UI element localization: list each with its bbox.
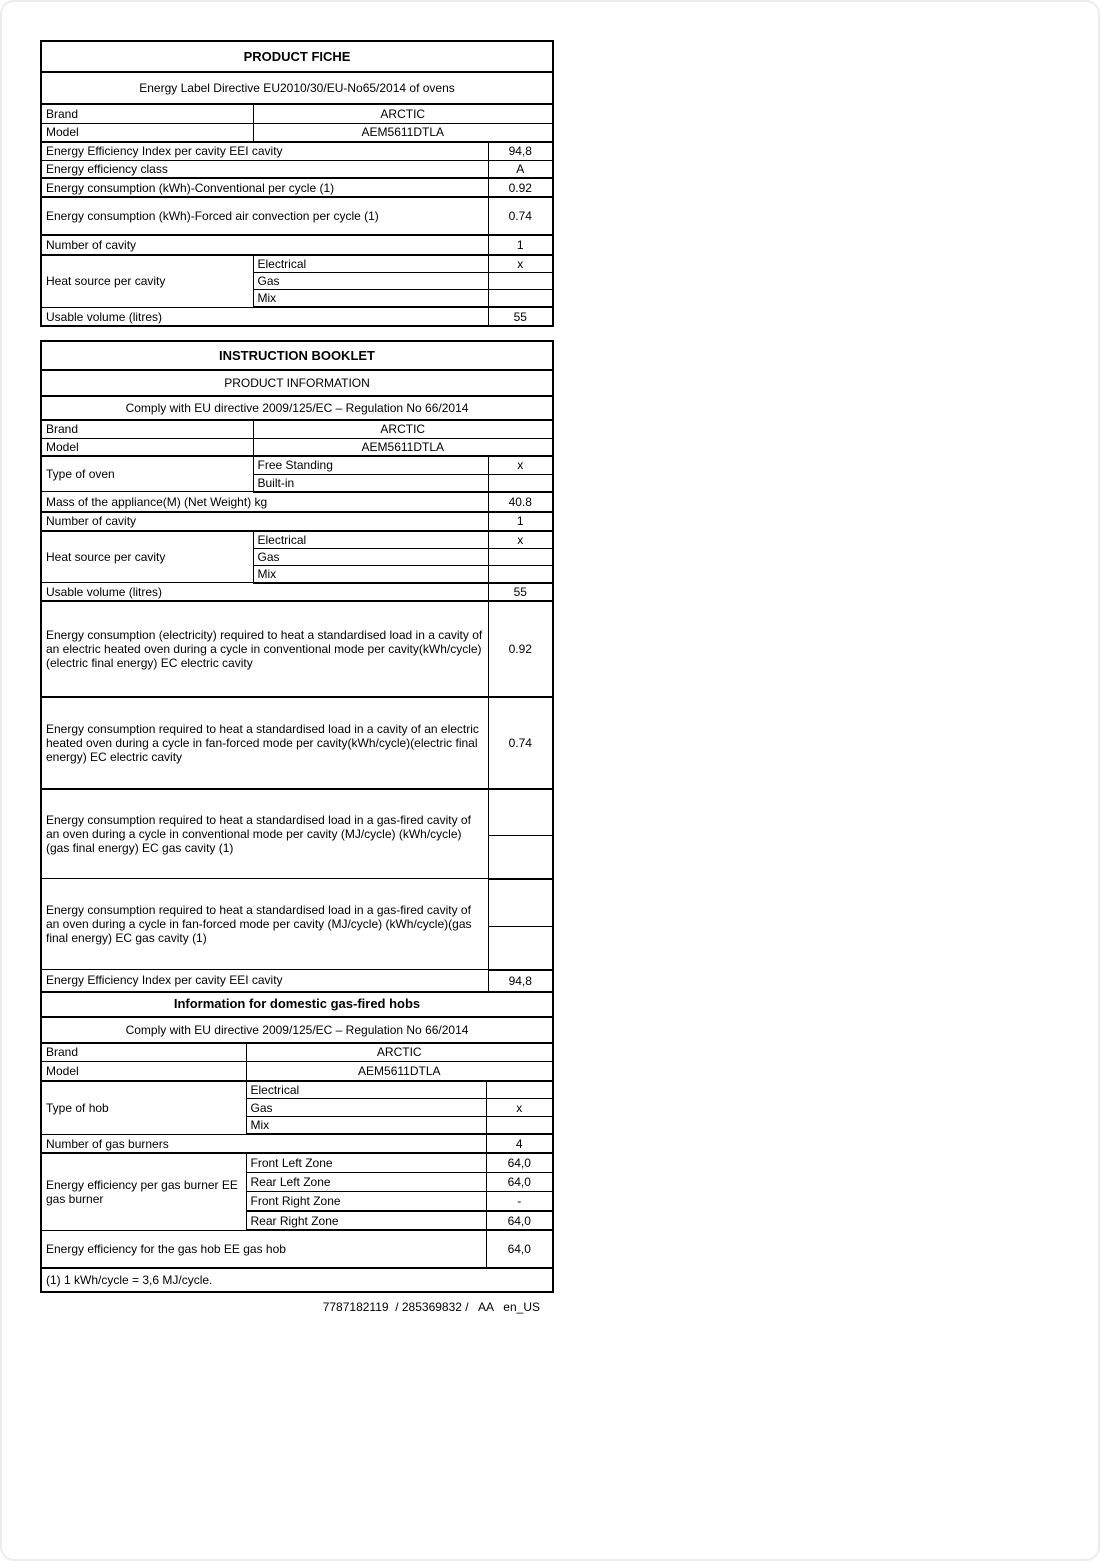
zone-label: Front Left Zone — [246, 1153, 486, 1172]
fiche-row-label: Energy consumption (kWh)-Forced air convection per cycle (1) — [41, 197, 488, 235]
heat-option-value: x — [488, 255, 553, 273]
fiche-row-value: 1 — [488, 235, 553, 255]
hobs-brand-value: ARCTIC — [246, 1043, 553, 1062]
heat-option-label: Gas — [253, 273, 488, 290]
heat-option-value — [488, 548, 553, 565]
fiche-row-value: A — [488, 160, 553, 178]
fiche-model-label: Model — [41, 123, 253, 142]
hobs-directive: Comply with EU directive 2009/125/EC – Regulation No 66/2014 — [41, 1017, 553, 1043]
oven-type-option-value: x — [488, 456, 553, 474]
heat-option-value — [488, 290, 553, 308]
fiche-row-label: Energy Efficiency Index per cavity EEI cavity — [41, 142, 488, 160]
zone-value: 64,0 — [486, 1172, 553, 1191]
hob-type-option-value: x — [486, 1099, 553, 1117]
heat-option-label: Mix — [253, 565, 488, 583]
heat-option-value: x — [488, 531, 553, 549]
booklet-brand-label: Brand — [41, 420, 253, 438]
oven-type-option-value — [488, 474, 553, 492]
hobs-title: Information for domestic gas-fired hobs — [41, 992, 553, 1017]
hob-type-option-label: Gas — [246, 1099, 486, 1117]
booklet-eei-value: 94,8 — [488, 970, 553, 992]
hobs-model-label: Model — [41, 1062, 246, 1081]
booklet-usable-volume-label: Usable volume (litres) — [41, 583, 488, 601]
document-body — [40, 40, 554, 1314]
oven-type-label: Type of oven — [41, 456, 253, 492]
document-code-line: 7787182119 / 285369832 / AA en_US — [322, 1300, 540, 1314]
booklet-directive: Comply with EU directive 2009/125/EC – Regulation No 66/2014 — [41, 396, 553, 420]
zone-label: Rear Right Zone — [246, 1211, 486, 1230]
mass-value: 40.8 — [488, 492, 553, 512]
heat-option-label: Electrical — [253, 531, 488, 549]
gas-hobs-table — [40, 991, 554, 1294]
hob-type-option-value — [486, 1081, 553, 1099]
booklet-subtitle: PRODUCT INFORMATION — [41, 370, 553, 396]
energy-row-value — [488, 879, 553, 927]
booklet-brand-value: ARCTIC — [253, 420, 553, 438]
product-fiche-table — [40, 40, 554, 327]
heat-option-label: Gas — [253, 548, 488, 565]
hob-efficiency-value: 64,0 — [486, 1230, 553, 1268]
instruction-booklet-table — [40, 340, 554, 993]
product-fiche-title: PRODUCT FICHE — [41, 41, 553, 72]
fiche-model-value: AEM5611DTLA — [253, 123, 553, 142]
zone-value: 64,0 — [486, 1153, 553, 1172]
hob-type-label: Type of hob — [41, 1081, 246, 1135]
heat-option-label: Mix — [253, 290, 488, 308]
zone-value: 64,0 — [486, 1211, 553, 1230]
cavity-count-value: 1 — [488, 512, 553, 531]
footnote: (1) 1 kWh/cycle = 3,6 MJ/cycle. — [41, 1268, 553, 1292]
oven-type-option-label: Free Standing — [253, 456, 488, 474]
hob-type-option-label: Electrical — [246, 1081, 486, 1099]
energy-row-value — [488, 789, 553, 836]
zone-label: Rear Left Zone — [246, 1172, 486, 1191]
fiche-usable-volume-label: Usable volume (litres) — [41, 307, 488, 326]
booklet-model-label: Model — [41, 438, 253, 456]
oven-type-option-label: Built-in — [253, 474, 488, 492]
fiche-brand-value: ARCTIC — [253, 104, 553, 123]
product-fiche-subtitle: Energy Label Directive EU2010/30/EU-No65/2014 of ovens — [41, 72, 553, 104]
energy-row-value: 0.74 — [488, 697, 553, 789]
burner-efficiency-label: Energy efficiency per gas burner EE gas burner — [41, 1153, 246, 1230]
heat-option-value — [488, 565, 553, 583]
heat-option-label: Electrical — [253, 255, 488, 273]
energy-row-value: 0.92 — [488, 601, 553, 697]
fiche-row-value: 0.92 — [488, 178, 553, 197]
hobs-brand-label: Brand — [41, 1043, 246, 1062]
hob-type-option-value — [486, 1117, 553, 1135]
heat-option-value — [488, 273, 553, 290]
hob-type-option-label: Mix — [246, 1117, 486, 1135]
mass-label: Mass of the appliance(M) (Net Weight) kg — [41, 492, 488, 512]
fiche-row-value: 0.74 — [488, 197, 553, 235]
fiche-row-label: Number of cavity — [41, 235, 488, 255]
zone-value: - — [486, 1191, 553, 1211]
energy-row-label: Energy consumption (electricity) required to heat a standardised load in a cavity of an electric heated oven during a cycle in conventional mode per cavity(kWh/cycle)(electric final energy) EC electric cavity — [41, 601, 488, 697]
fiche-usable-volume-value: 55 — [488, 307, 553, 326]
energy-row-label: Energy consumption required to heat a standardised load in a gas-fired cavity of an oven during a cycle in conventional mode per cavity (MJ/cycle) (kWh/cycle)(gas final energy) EC gas cavity (1) — [41, 789, 488, 879]
hob-efficiency-label: Energy efficiency for the gas hob EE gas hob — [41, 1230, 486, 1268]
energy-row-label: Energy consumption required to heat a standardised load in a gas-fired cavity of an oven during a cycle in fan-forced mode per cavity (MJ/cycle) (kWh/cycle)(gas final energy) EC gas cavity (1) — [41, 879, 488, 970]
booklet-model-value: AEM5611DTLA — [253, 438, 553, 456]
booklet-title: INSTRUCTION BOOKLET — [41, 341, 553, 370]
fiche-row-label: Energy consumption (kWh)-Conventional per cycle (1) — [41, 178, 488, 197]
burners-value: 4 — [486, 1134, 553, 1153]
fiche-row-value: 94,8 — [488, 142, 553, 160]
burners-label: Number of gas burners — [41, 1134, 486, 1153]
booklet-usable-volume-value: 55 — [488, 583, 553, 601]
cavity-count-label: Number of cavity — [41, 512, 488, 531]
zone-label: Front Right Zone — [246, 1191, 486, 1211]
fiche-brand-label: Brand — [41, 104, 253, 123]
booklet-eei-label: Energy Efficiency Index per cavity EEI cavity — [41, 970, 488, 992]
booklet-heat-source-label: Heat source per cavity — [41, 531, 253, 583]
fiche-heat-source-label: Heat source per cavity — [41, 255, 253, 307]
energy-row-value-2 — [488, 927, 553, 970]
hobs-model-value: AEM5611DTLA — [246, 1062, 553, 1081]
energy-row-label: Energy consumption required to heat a standardised load in a cavity of an electric heated oven during a cycle in fan-forced mode per cavity(kWh/cycle)(electric final energy) EC electric cavity — [41, 697, 488, 789]
fiche-row-label: Energy efficiency class — [41, 160, 488, 178]
energy-row-value-2 — [488, 836, 553, 879]
